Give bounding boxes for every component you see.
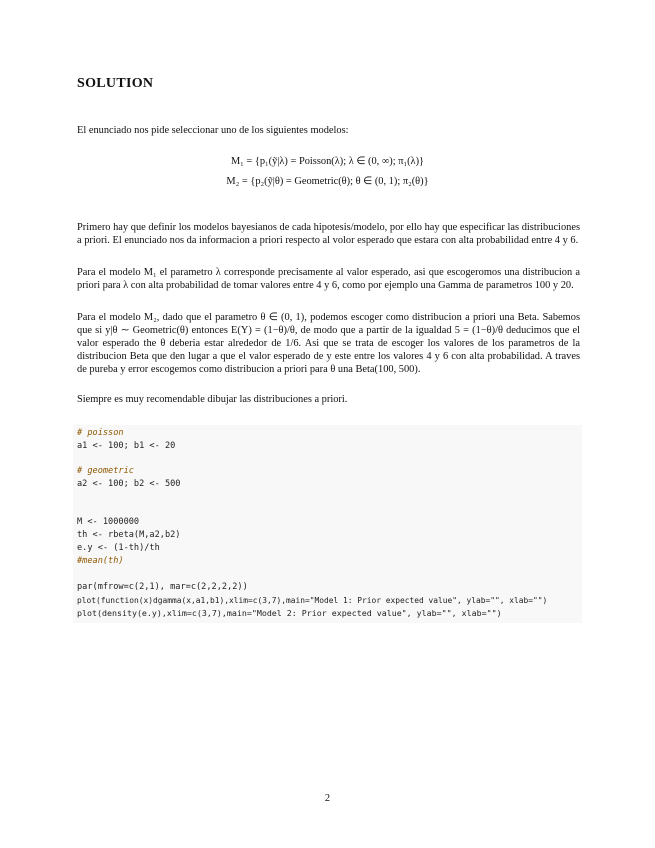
paragraph-model-2: Para el modelo M₂, dado que el parametro θ ∈ (0, 1), podemos escoger como distribucion a priori una Beta. Sabemos que si y|θ ∼ Geometric(θ) entonces E(Y) = (1−θ)/θ, de modo que a partir de la igualdad 5 = (1−θ)/θ deducimos que el valor esperado the θ deberia estar alrededor de 1/6. Asi que se trata de escoger los valores de los parametros de la distribucion Beta que den lugar a que el valor esperado de y este entre los valores 4 y 6 con alta probabilidad. A traves de pureba y error escogemos como distribucion a priori para θ una Beta(100, 500). <box>77 312 580 375</box>
intro-paragraph: El enunciado nos pide seleccionar uno de los siguientes modelos: <box>77 125 349 136</box>
code-line-th: th <- rbeta(M,a2,b2) <box>77 530 181 540</box>
code-comment-poisson: # poisson <box>77 428 124 438</box>
code-line-plot-1: plot(function(x)dgamma(x,a1,b1),xlim=c(3,7),main="Model 1: Prior expected value", ylab="", xlab="") <box>77 596 548 605</box>
code-comment-mean: #mean(th) <box>77 556 124 566</box>
section-heading: SOLUTION <box>77 76 154 91</box>
code-line-a2: a2 <- 100; b2 <- 500 <box>77 479 181 489</box>
paragraph-priors: Primero hay que definir los modelos bayesianos de cada hipotesis/modelo, por ello hay que especificar las distribuciones a priori. El enunciado nos da informacion a priori respecto al volor esperado que estara con alta probabilidad entre 4 y 6. <box>77 222 580 246</box>
code-line-m: M <- 1000000 <box>77 517 140 527</box>
page-number: 2 <box>324 793 331 804</box>
code-line-a1: a1 <- 100; b1 <- 20 <box>77 441 176 451</box>
code-block <box>73 425 582 623</box>
model-2-equation: M₂ = {p₂(ỹ|θ) = Geometric(θ); θ ∈ (0, 1); π₂(θ)} <box>226 176 429 187</box>
model-1-equation: M₁ = {p₁(ỹ|λ) = Poisson(λ); λ ∈ (0, ∞); π₁(λ)} <box>230 156 425 167</box>
code-line-par: par(mfrow=c(2,1), mar=c(2,2,2,2)) <box>77 582 248 592</box>
code-line-ey: e.y <- (1-th)/th <box>77 543 160 553</box>
code-comment-geometric: # geometric <box>77 466 134 476</box>
paragraph-model-1: Para el modelo M₁ el parametro λ corresponde precisamente al valor esperado, asi que escogeromos una distribucion a priori para λ con alta probabilidad de tomar valores entre 4 y 6, como por ejemplo una Gamma de parametros 100 y 20. <box>77 267 580 291</box>
paragraph-recommendation: Siempre es muy recomendable dibujar las distribuciones a priori. <box>77 394 348 405</box>
code-line-plot-2: plot(density(e.y),xlim=c(3,7),main="Model 2: Prior expected value", ylab="", xlab="") <box>77 608 502 618</box>
